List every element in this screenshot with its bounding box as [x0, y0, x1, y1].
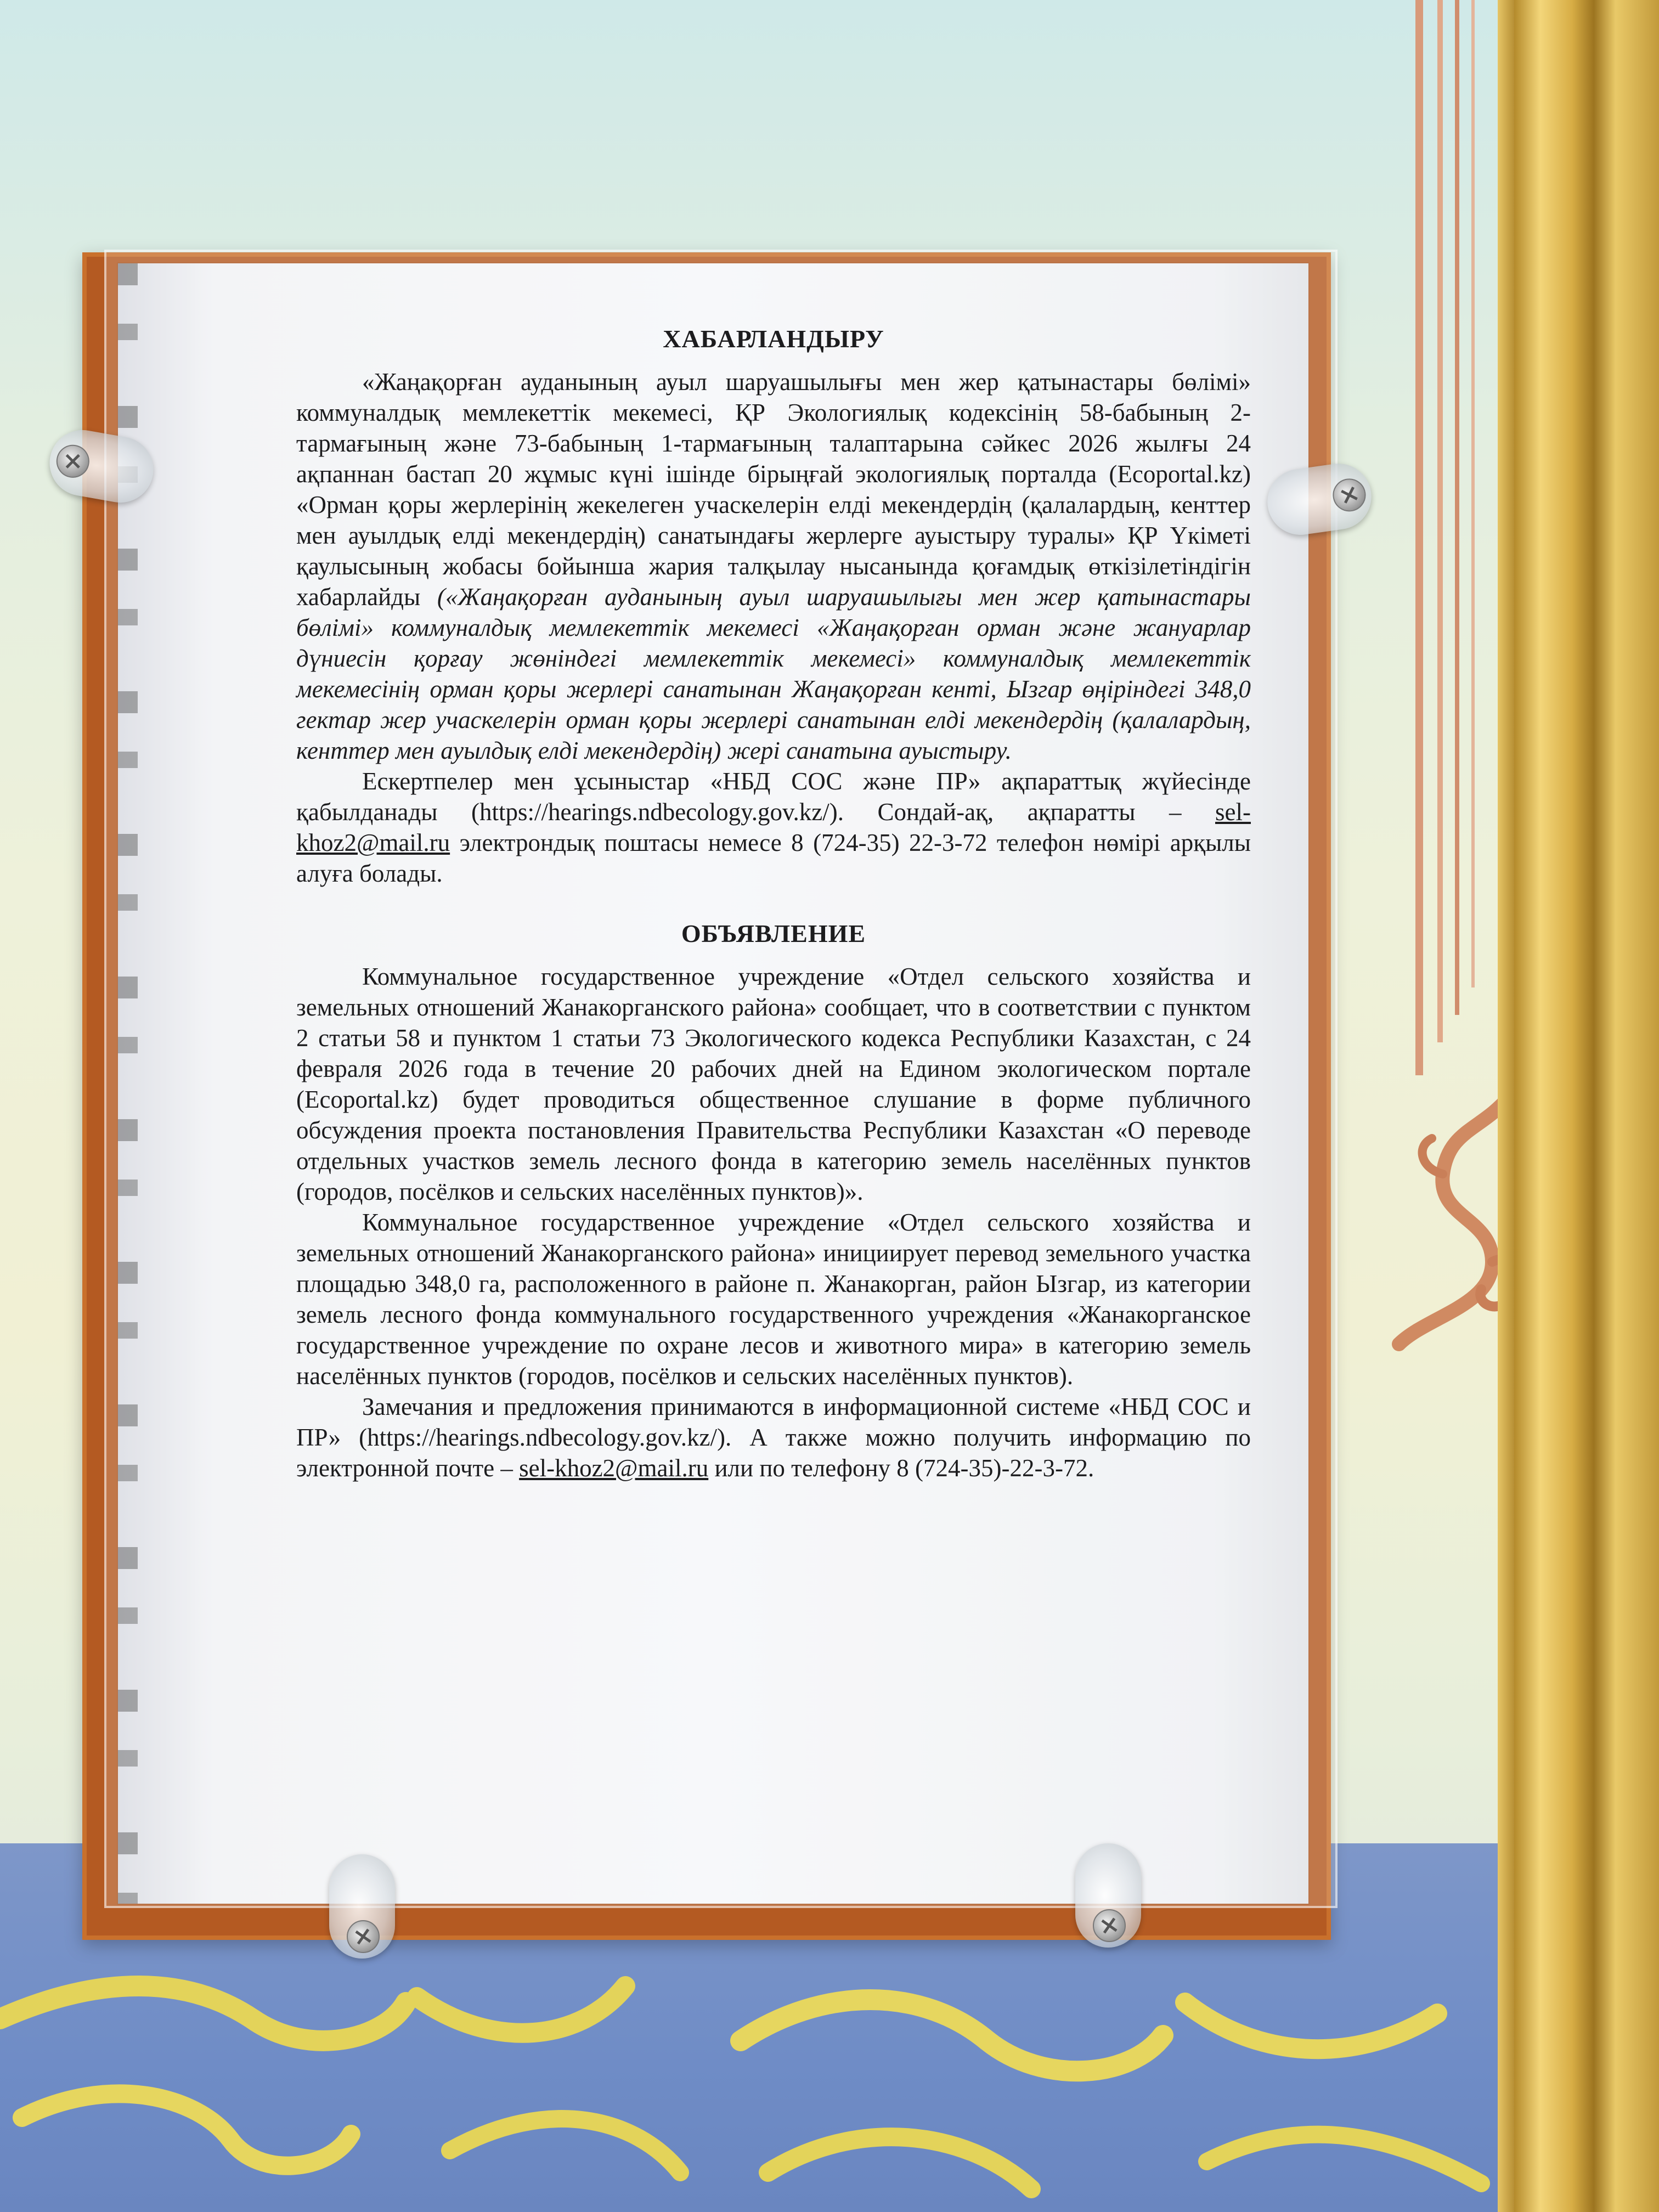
russian-notice-email: sel-khoz2@mail.ru: [519, 1454, 709, 1482]
russian-notice-paragraph-1: Коммунальное государственное учреждение «Отдел сельского хозяйства и земельных отношений Жанакорганского района» сообщает, что в соответствии с пунктом 2 статьи 58 и пунктом 1 статьи 73 Экологического кодекса Республики Казахстан, с 24 февраля 2026 года в течение 20 рабочих дней на Едином экологическом портале (Ecoportal.kz) будет проводиться общественное слушание в форме публичного обсуждения проекта постановления Правительства Республики Казахстан «О переводе отдельных участков земель лесного фонда в категорию земель населённых пунктов (городов, посёлков и сельских населённых пунктов)».: [296, 963, 1251, 1205]
kazakh-notice-paragraph-2-end: электрондық поштасы немесе 8 (724-35) 22-3-72 телефон нөмірі арқылы алуға болады.: [296, 829, 1251, 887]
kazakh-notice-paragraph-2-text: Ескертпелер мен ұсыныстар «НБД СОС және ПР» ақпараттық жүйесінде қабылданады (https://hearings.ndbecology.gov.kz/). Сондай-ақ, ақпаратты –: [296, 768, 1251, 826]
section-gap: [296, 889, 1251, 918]
kazakh-notice-paragraph-1-italic: («Жаңақорған ауданының ауыл шаруашылығы мен жер қатынастары бөлімі» коммуналдық мемлекеттік мекемесі «Жаңақорған орман және жануарлар дүниесін қорғау жөніндегі мемлекеттік мекемесі» коммуналдық мемлекеттік мекемесінің орман қоры жерлері санатынан Жаңақорған кенті, Ызгар өңіріндегі 348,0 гектар жер учаскелерін орман қоры жерлері санатынан елді мекендердің (қалалардың, кенттер мен ауылдық елді мекендердің) жері санатына ауыстыру.: [296, 583, 1251, 764]
russian-notice-paragraph-3-end: или по телефону 8 (724-35)-22-3-72.: [708, 1454, 1094, 1482]
russian-notice-paragraph-3-text: Замечания и предложения принимаются в информационной системе «НБД СОС и ПР» (https://hearings.ndbecology.gov.kz/). А также можно получить информацию по электронной почте –: [296, 1393, 1251, 1482]
gold-frame: [1514, 0, 1659, 2212]
screw-icon: [1093, 1909, 1126, 1942]
screw-icon: [1331, 476, 1368, 514]
kazakh-notice-paragraph-1: [296, 366, 1251, 766]
wall-decorative-stripes: [1404, 0, 1498, 1108]
wall-ornament-pattern: [0, 1953, 1514, 2212]
screw-icon: [54, 442, 92, 481]
russian-notice-paragraph-2: Коммунальное государственное учреждение «Отдел сельского хозяйства и земельных отношений Жанакорганского района» инициирует перевод земельного участка площадью 348,0 га, расположенного в районе п. Жанакорган, район Ызгар, из категории земель лесного фонда коммунального государственного учреждения «Жанакорганское государственное учреждение по охране лесов и животного мира» в категорию земель населённых пунктов (городов, посёлков и сельских населённых пунктов).: [296, 1209, 1251, 1390]
screw-icon: [347, 1920, 380, 1953]
kazakh-notice-email: sel-khoz2@mail.ru: [296, 798, 1251, 856]
notice-text: [296, 324, 1251, 1483]
acrylic-clip-bottom-right: [1075, 1843, 1141, 1948]
kazakh-notice-paragraph-1-regular: «Жаңақорған ауданының ауыл шаруашылығы мен жер қатынастары бөлімі» коммуналдық мемлекеттік мекемесі, ҚР Экологиялық кодексінің 58-бабының 2-тармағының және 73-бабының 1-тармағының талаптарына сәйкес 2026 жылғы 24 ақпаннан бастап 20 жұмыс күні ішінде бірыңғай экологиялық порталда (Ecoportal.kz) «Орман қоры жерлерінің жекелеген учаскелерін елді мекендердің (қалалардың, кенттер мен ауылдық елді мекендердің) санатындағы жерлерге ауыстыру туралы» ҚР Үкіметі қаулысының жобасы бойынша жария талқылау нысанында қоғамдық өткізілетіндігін хабарлайды: [296, 368, 1251, 611]
russian-notice-paragraph-3: [296, 1391, 1251, 1483]
russian-notice-title: ОБЪЯВЛЕНИЕ: [681, 919, 866, 947]
acrylic-clip-bottom-left: [329, 1854, 395, 1959]
kazakh-notice-title: ХАБАРЛАНДЫРУ: [663, 325, 884, 353]
kazakh-notice-paragraph-2: [296, 766, 1251, 889]
